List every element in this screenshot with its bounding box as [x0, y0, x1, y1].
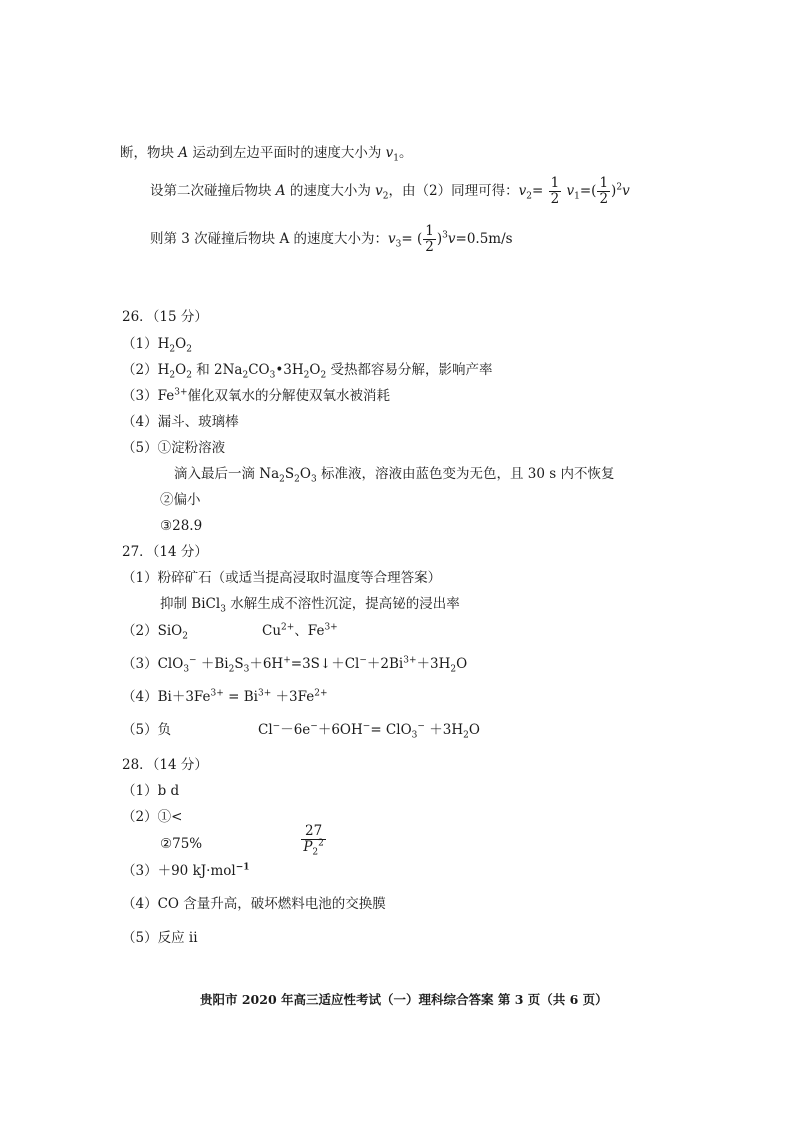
q27-answer-2-right: $Cu^{2+}$、$Fe^{3+}$	[262, 622, 338, 639]
q27-answer-1-line-2: 抑制 BiCl$_3$ 水解生成不溶性沉淀，提高铋的浸出率	[160, 596, 460, 615]
q26-answer-5-line-4: ③28.9	[160, 518, 203, 534]
q28-answer-4: （4）CO 含量升高，破坏燃料电池的交换膜	[122, 896, 386, 912]
q28-answer-3: （3）＋90 kJ·mol$^{-1}$	[122, 862, 250, 879]
q27-title: 27．（14 分）	[122, 544, 208, 560]
q28-answer-2-fraction	[300, 823, 327, 858]
fraction-half: $\frac{1}{2}$	[425, 223, 434, 255]
q26-answer-1: $(1)H_2O_2$	[122, 336, 192, 355]
q27-answer-1: （1）粉碎矿石（或适当提高浸取时温度等合理答案）	[122, 570, 442, 586]
q28-answer-2: （2）①<	[122, 809, 183, 825]
q26-answer-4: （4）漏斗、玻璃棒	[122, 414, 239, 430]
q27-answer-5: （5）负	[122, 722, 172, 738]
q27-answer-3: $(3)ClO_3^- +Bi_2S_3+6H^+=3S↓+Cl^-+2Bi^{3+}+3H_2O$	[122, 655, 468, 675]
intro-line-2: 设第二次碰撞后物块 A 的速度大小为 $v_2$，由（2）同理可得：$v_2=$ $\frac{1}{2}$ $v_1=$( $\frac{1}{2}$ )$^2$v	[150, 175, 630, 207]
intro-line-1: 断，物块 A 运动到左边平面时的速度大小为 $v_1$。	[120, 145, 413, 164]
page-footer: 贵阳市 2020 年高三适应性考试（一）理科综合答案 第 3 页（共 6 页）	[200, 992, 608, 1007]
fraction-half: $\frac{1}{2}$	[550, 175, 560, 207]
q27-answer-2: （2）SiO$_2$	[122, 623, 188, 642]
q27-answer-4: $(4)Bi+3Fe^{3+} = Bi^{3+} +3Fe^{2+}$	[122, 688, 328, 705]
q28-answer-1: （1）b d	[122, 783, 180, 799]
q26-answer-3: $(3)Fe^{3+}$催化双氧水的分解使双氧水被消耗	[122, 387, 390, 404]
q26-answer-5: （5）①淀粉溶液	[122, 440, 226, 456]
q26-answer-5-line-2: 滴入最后一滴 $Na_2S_2O_3$ 标准液，溶液由蓝色变为无色，且 30 s 内不恢复	[174, 466, 615, 485]
fraction-half: $\frac{1}{2}$	[599, 175, 609, 207]
intro-line-3: 则第 3 次碰撞后物块 A 的速度大小为：$v_3=$ ( $\frac{1}{2}$ )$^3$v=0.5m/s	[150, 223, 513, 255]
q28-answer-2-line-2: ②75%	[160, 836, 203, 852]
q26-answer-2: $(2)H_2O_2$ 和 $2Na_2CO_3•3H_2O_2$ 受热都容易分解，影响产率	[122, 362, 493, 381]
fraction-27-over-p2: $\frac{27}{P_2^2}$	[301, 824, 326, 855]
q28-title: 28．（14 分）	[122, 757, 208, 773]
q26-answer-5-line-3: ②偏小	[160, 492, 201, 508]
q28-answer-5: （5）反应 ii	[122, 930, 198, 946]
q26-title: 26．（15 分）	[122, 309, 208, 325]
q27-answer-5-right: $Cl^--6e^-+6OH^-= ClO_3^- +3H_2O$	[258, 721, 480, 741]
